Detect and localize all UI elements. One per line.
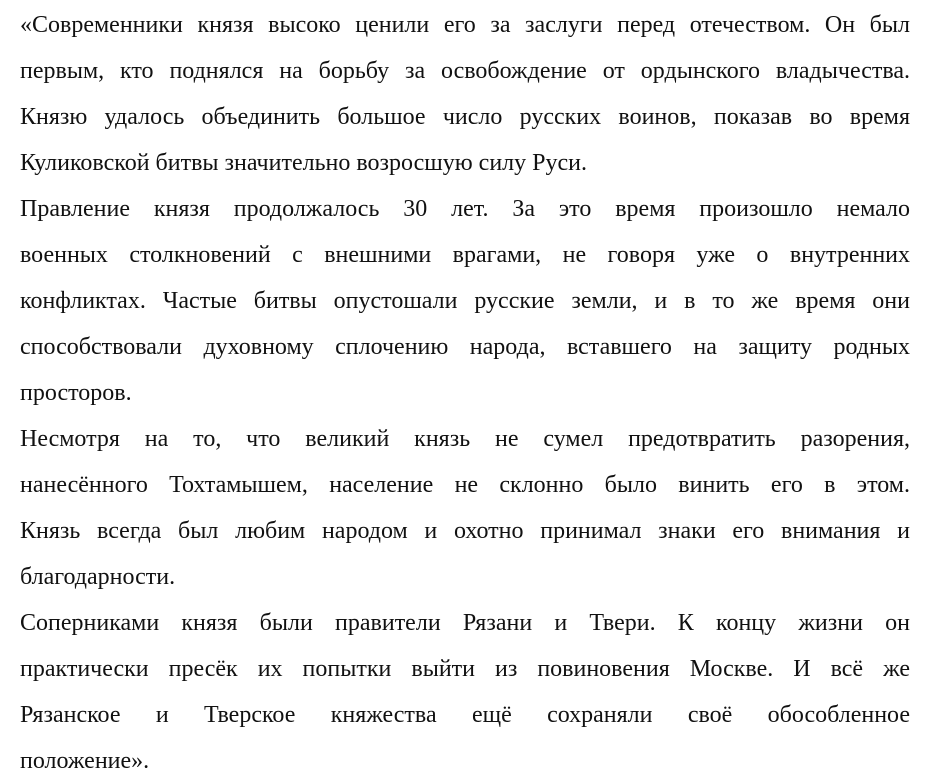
text-line: просторов. — [20, 380, 132, 406]
text-line: Князю удалось объединить большое число русских воинов, показав во время — [20, 104, 910, 130]
text-line: положение». — [20, 748, 150, 774]
text-line: Князь всегда был любим народом и охотно принимал знаки его внимания и — [20, 518, 910, 544]
text-line: практически пресёк их попытки выйти из повиновения Москве. И всё же — [20, 656, 910, 682]
paragraph-4 — [20, 600, 910, 784]
paragraph-2 — [20, 186, 910, 416]
text-line: благодарности. — [20, 564, 176, 590]
text-line: первым, кто поднялся на борьбу за освобождение от ордынского владычества. — [20, 58, 910, 84]
text-line: способствовали духовному сплочению народа, вставшего на защиту родных — [20, 334, 910, 360]
text-line: Рязанское и Тверское княжества ещё сохраняли своё обособленное — [20, 702, 910, 728]
paragraph-1 — [20, 2, 910, 186]
text-line: конфликтах. Частые битвы опустошали русские земли, и в то же время они — [20, 288, 910, 314]
text-line: «Современники князя высоко ценили его за заслуги перед отечеством. Он был — [20, 12, 910, 38]
text-line: Несмотря на то, что великий князь не сумел предотвратить разорения, — [20, 426, 910, 452]
paragraph-3 — [20, 416, 910, 600]
text-line: Куликовской битвы значительно возросшую силу Руси. — [20, 150, 587, 176]
text-line: военных столкновений с внешними врагами, не говоря уже о внутренних — [20, 242, 910, 268]
text-line: Соперниками князя были правители Рязани и Твери. К концу жизни он — [20, 610, 910, 636]
document-page — [20, 2, 910, 784]
text-line: Правление князя продолжалось 30 лет. За это время произошло немало — [20, 196, 910, 222]
text-line: нанесённого Тохтамышем, население не склонно было винить его в этом. — [20, 472, 910, 498]
